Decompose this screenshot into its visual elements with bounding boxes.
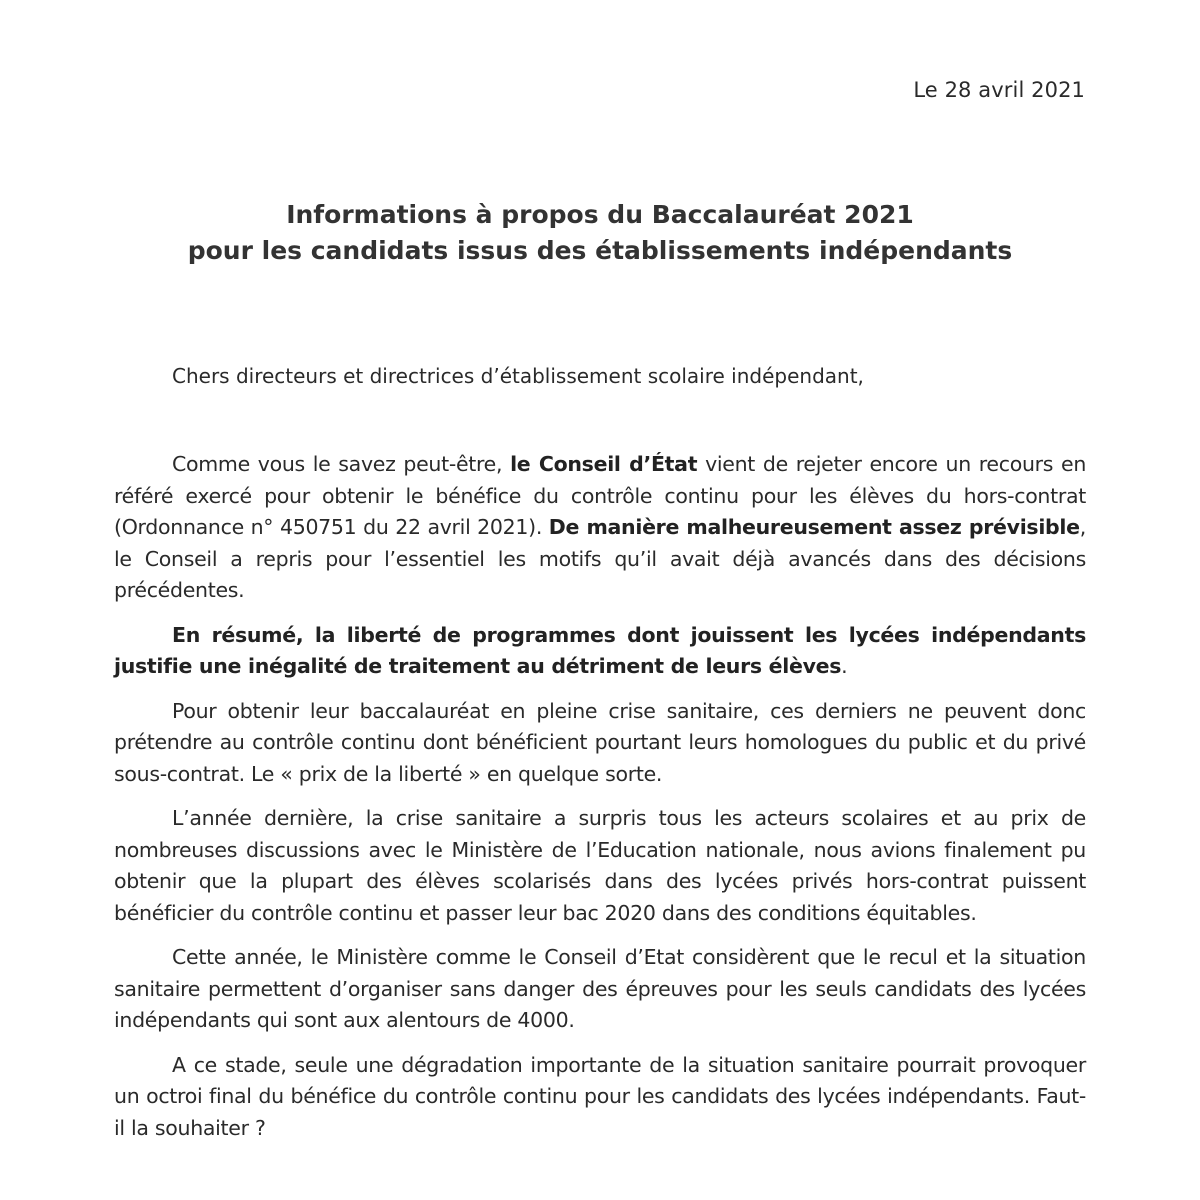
paragraph-1-text-a: Comme vous le savez peut-être, — [172, 452, 511, 476]
paragraph-2-bold: En résumé, la liberté de programmes dont jouissent les lycées indépendants justifie une inégalité de traitement au détriment de leurs élèves — [114, 622, 1086, 678]
paragraph-2 — [114, 620, 1086, 683]
paragraph-1-text-c: , le Conseil a repris pour l’essentiel les motifs qu’il avait déjà avancés dans des décisions précédentes. — [114, 515, 1086, 602]
paragraph-6: A ce stade, seule une dégradation importante de la situation sanitaire pourrait provoquer un octroi final du bénéfice du contrôle continu pour les candidats des lycées indépendants. Faut-il la souhaiter ? — [114, 1052, 1086, 1140]
paragraph-1-bold-a: le Conseil d’État — [510, 452, 698, 476]
paragraph-4: L’année dernière, la crise sanitaire a surpris tous les acteurs scolaires et au prix de nombreuses discussions avec le Ministère de l’Education nationale, nous avions finalement pu obtenir que la plupart des élèves scolarisés dans des lycées privés hors-contrat puissent bénéficier du contrôle continu et passer leur bac 2020 dans des conditions équitables. — [114, 806, 1086, 925]
paragraph-2-text: . — [841, 654, 848, 678]
letter-body — [114, 449, 1086, 1157]
paragraph-5: Cette année, le Ministère comme le Conseil d’Etat considèrent que le recul et la situation sanitaire permettent d’organiser sans danger des épreuves pour les seuls candidats des lycées indépendants qui sont aux alentours de 4000. — [114, 945, 1086, 1032]
letter-date: Le 28 avril 2021 — [913, 78, 1085, 102]
paragraph-3: Pour obtenir leur baccalauréat en pleine crise sanitaire, ces derniers ne peuvent donc prétendre au contrôle continu dont bénéficient pourtant leurs homologues du public et du privé sous-contrat. Le « prix de la liberté » en quelque sorte. — [114, 698, 1086, 786]
paragraph-1-bold-b: De manière malheureusement assez prévisible — [548, 515, 1080, 539]
title-line-1: Informations à propos du Baccalauréat 2021 — [286, 200, 914, 229]
paragraph-1-text-b: vient de rejeter encore un recours en référé exercé pour obtenir le bénéfice du contrôle continu pour les élèves du hors-contrat (Ordonnance n° 450751 du 22 avril 2021). — [114, 452, 1087, 539]
title-line-2: pour les candidats issus des établissements indépendants — [187, 236, 1013, 265]
paragraph-1 — [114, 449, 1086, 607]
salutation: Chers directeurs et directrices d’établissement scolaire indépendant, — [172, 364, 864, 388]
letter-title — [0, 197, 1200, 269]
